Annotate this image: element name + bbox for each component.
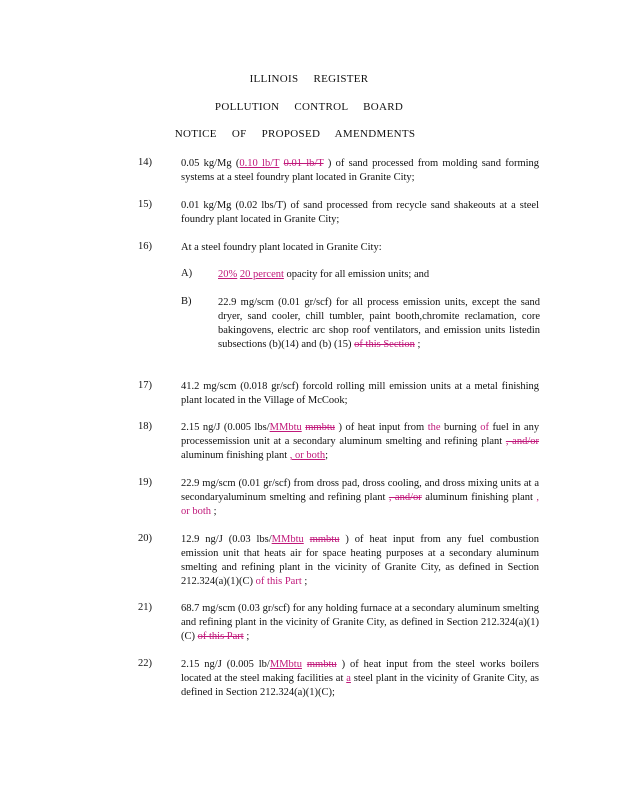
item-number-20: 20) bbox=[138, 533, 152, 544]
item-number-14: 14) bbox=[138, 157, 152, 168]
item-14: 0.05 kg/Mg (0.10 lb/T 0.01 lb/T ) of sand processed from molding sand forming systems at a steel foundry plant located in Granite City; bbox=[181, 158, 540, 183]
item-19: 22.9 mg/scm (0.01 gr/scf) from dross pad, dross cooling, and dross mixing units at a secondaryaluminum smelting and refining plant , and/or aluminum finishing plant , or both ; bbox=[181, 478, 540, 517]
item-number-17: 17) bbox=[138, 380, 152, 391]
item-number-15: 15) bbox=[138, 199, 152, 210]
item-number-22: 22) bbox=[138, 658, 152, 669]
item-21: 68.7 mg/scm (0.03 gr/scf) for any holding furnace at a secondary aluminum smelting and refining plant in the vicinity of Granite City, as defined in Section 212.324(a)(1)(C) of this Part ; bbox=[181, 603, 539, 642]
item-16: At a steel foundry plant located in Granite City: bbox=[181, 242, 382, 253]
item-number-18: 18) bbox=[138, 421, 152, 432]
header-register: ILLINOIS REGISTER bbox=[249, 73, 369, 85]
subitem-b: 22.9 mg/scm (0.01 gr/scf) for all process emission units, except the sand dryer, sand cooler, chill tumbler, paint booth,chromite reclamation, core bakingovens, electric arc shop roof ventilators, and emission units listedin subsections (b)(14) and (b) (15) of this Section ; bbox=[218, 297, 540, 350]
header-notice: NOTICE OF PROPOSED AMENDMENTS bbox=[174, 128, 416, 140]
subitem-letter-a: A) bbox=[181, 268, 193, 279]
item-15: 0.01 kg/Mg (0.02 lbs/T) of sand processed from recycle sand shakeouts at a steel foundry plant located in Granite City; bbox=[181, 200, 539, 225]
item-18: 2.15 ng/J (0.005 lbs/MMbtu mmbtu ) of heat input from the burning of fuel in any processemission unit at a secondary aluminum smelting and refining plant , and/or aluminum finishing plant , or both; bbox=[181, 422, 540, 461]
item-20: 12.9 ng/J (0.03 lbs/MMbtu mmbtu ) of heat input from any fuel combustion emission unit that heats air for space heating purposes at a secondary aluminum smelting and refining plant in the vicinity of Granite City, as defined in Section 212.324(a)(1)(C) of this Part ; bbox=[181, 534, 540, 587]
item-22: 2.15 ng/J (0.005 lb/MMbtu mmbtu ) of heat input from the steel works boilers located at the steel making facilities at a steel plant in the vicinity of Granite City, as defined in Section 212.324(a)(1)(C); bbox=[181, 659, 540, 698]
subitem-letter-b: B) bbox=[181, 296, 192, 307]
item-number-19: 19) bbox=[138, 477, 152, 488]
item-number-16: 16) bbox=[138, 241, 152, 252]
item-17: 41.2 mg/scm (0.018 gr/scf) forcold rolling mill emission units at a metal finishing plant located in the Village of McCook; bbox=[181, 381, 539, 406]
header-board: POLLUTION CONTROL BOARD bbox=[214, 101, 404, 113]
item-number-21: 21) bbox=[138, 602, 152, 613]
subitem-a: 20% 20 percent opacity for all emission units; and bbox=[218, 269, 430, 280]
